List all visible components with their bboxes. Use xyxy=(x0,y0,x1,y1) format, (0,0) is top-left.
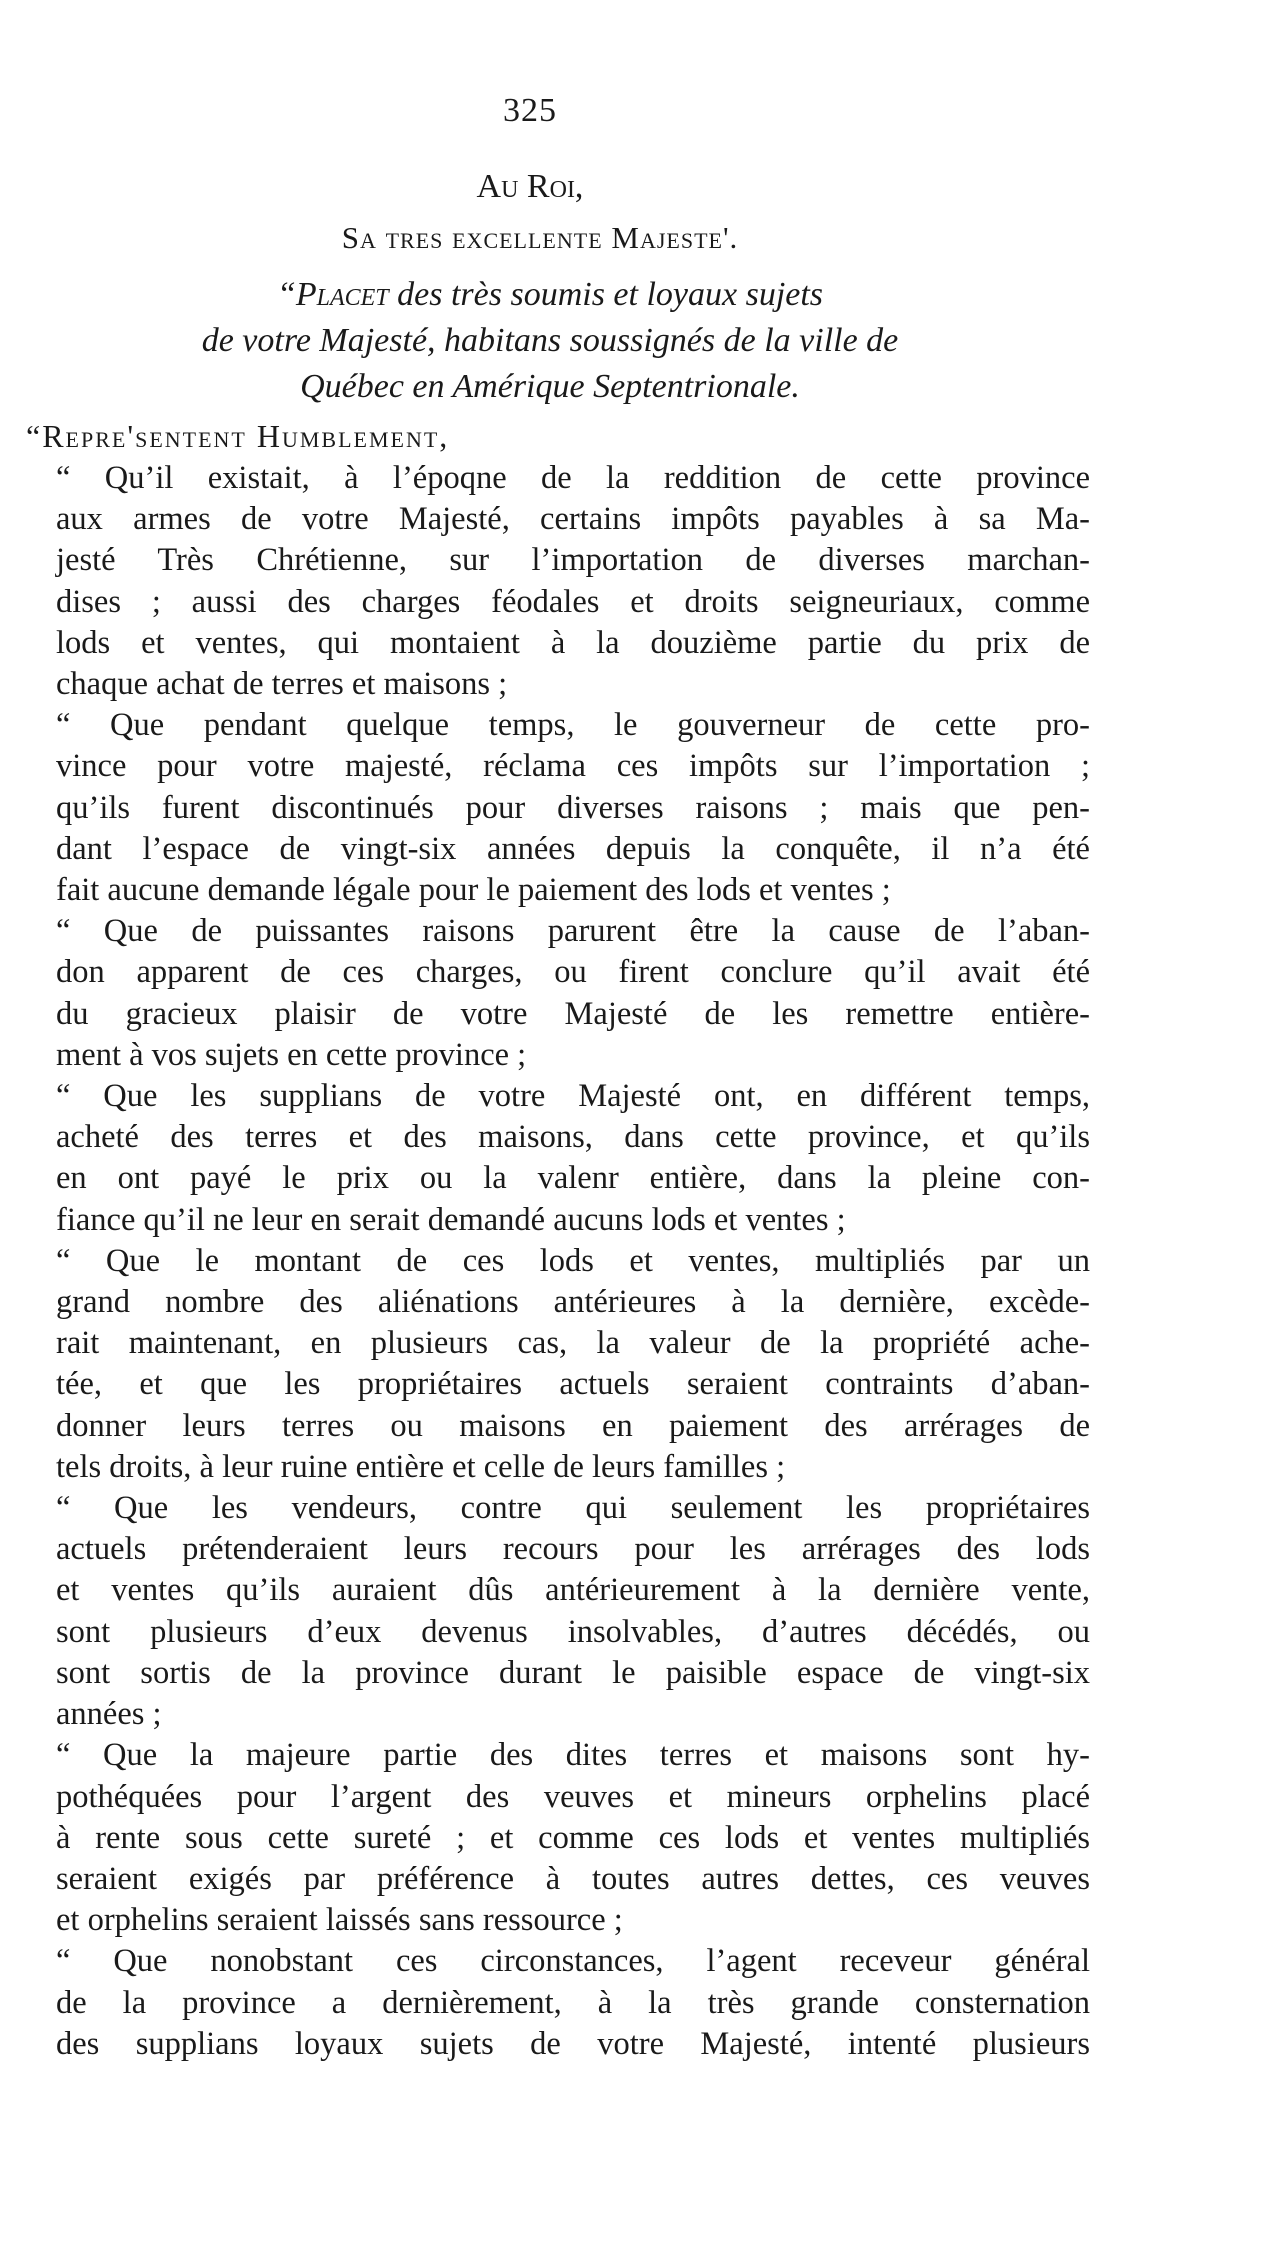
text-line: qu’ils furent discontinués pour diverses raisons ; mais que pen- xyxy=(56,789,1090,826)
text-line: à rente sous cette sureté ; et comme ces lods et ventes multipliés xyxy=(56,1819,1090,1856)
petition-heading-line-3: Québec en Amérique Septentrionale. xyxy=(300,368,800,405)
text-line: des supplians loyaux sujets de votre Majesté, intenté plusieurs xyxy=(56,2025,1090,2062)
text-line: “ Que nonobstant ces circonstances, l’agent receveur général xyxy=(56,1943,1090,1980)
text-line: actuels prétenderaient leurs recours pour les arrérages des lods xyxy=(56,1531,1090,1568)
text-line: donner leurs terres ou maisons en paiement des arrérages de xyxy=(56,1407,1090,1444)
paragraph xyxy=(30,1941,1090,2065)
text-line: “ Qu’il existait, à l’époqne de la reddition de cette province xyxy=(56,460,1090,496)
paragraph xyxy=(30,705,1090,911)
paragraph xyxy=(30,1488,1090,1735)
paragraph xyxy=(30,1735,1090,1941)
page-number: 325 xyxy=(503,92,557,129)
paragraph xyxy=(30,1076,1090,1241)
petition-heading-line-2: de votre Majesté, habitans soussignés de la ville de xyxy=(201,322,899,359)
text-line: sont plusieurs d’eux devenus insolvables, d’autres décédés, ou xyxy=(56,1613,1090,1650)
body-text xyxy=(30,458,1090,2065)
text-line: chaque achat de terres et maisons ; xyxy=(56,666,508,703)
text-line: en ont payé le prix ou la valenr entière, dans la pleine con- xyxy=(56,1160,1090,1197)
text-line: don apparent de ces charges, ou firent conclure qu’il avait été xyxy=(56,954,1090,991)
text-line: du gracieux plaisir de votre Majesté de les remettre entière- xyxy=(56,995,1090,1032)
petition-heading xyxy=(100,272,1000,410)
text-line: “ Que le montant de ces lods et ventes, multipliés par un xyxy=(56,1242,1090,1279)
text-line: dant l’espace de vingt-six années depuis la conquête, il n’a été xyxy=(56,830,1090,867)
text-line: tels droits, à leur ruine entière et celle de leurs familles ; xyxy=(56,1448,786,1485)
text-line: “ Que la majeure partie des dites terres et maisons sont hy- xyxy=(56,1737,1090,1774)
petition-heading-lead: “Placet xyxy=(276,276,389,313)
text-line: jesté Très Chrétienne, sur l’importation de diverses marchan- xyxy=(56,542,1090,579)
text-line: “ Que pendant quelque temps, le gouverneur de cette pro- xyxy=(56,707,1090,744)
text-line: pothéquées pour l’argent des veuves et mineurs orphelins placé xyxy=(56,1778,1090,1815)
page-title: Au Roi, xyxy=(476,168,584,205)
text-line: “ Que les supplians de votre Majesté ont, en différent temps, xyxy=(56,1078,1090,1115)
text-line: sont sortis de la province durant le paisible espace de vingt-six xyxy=(56,1654,1090,1691)
text-line: aux armes de votre Majesté, certains impôts payables à sa Ma- xyxy=(56,501,1090,538)
paragraph xyxy=(30,458,1090,705)
text-line: “ Que les vendeurs, contre qui seulement les propriétaires xyxy=(56,1490,1090,1527)
text-line: “ Que de puissantes raisons parurent être la cause de l’aban- xyxy=(56,913,1090,950)
text-line: fiance qu’il ne leur en serait demandé aucuns lods et ventes ; xyxy=(56,1201,846,1238)
text-line: et orphelins seraient laissés sans ressource ; xyxy=(56,1902,623,1939)
text-line: acheté des terres et des maisons, dans cette province, et qu’ils xyxy=(56,1119,1090,1156)
page-subtitle: Sa tres excellente Majeste'. xyxy=(341,220,739,255)
represent-heading: “Repre'sentent Humblement, xyxy=(26,418,450,454)
paragraph xyxy=(30,911,1090,1076)
text-line: tée, et que les propriétaires actuels seraient contraints d’aban- xyxy=(56,1366,1090,1403)
petition-heading-line-1 xyxy=(100,272,1000,318)
text-line: seraient exigés par préférence à toutes autres dettes, ces veuves xyxy=(56,1860,1090,1897)
text-line: lods et ventes, qui montaient à la douzième partie du prix de xyxy=(56,624,1090,661)
text-line: de la province a dernièrement, à la très grande consternation xyxy=(56,1984,1090,2021)
text-line: et ventes qu’ils auraient dûs antérieurement à la dernière vente, xyxy=(56,1572,1090,1609)
petition-heading-line-1-rest: des très soumis et loyaux sujets xyxy=(388,276,824,313)
text-line: vince pour votre majesté, réclama ces impôts sur l’importation ; xyxy=(56,748,1090,785)
text-line: rait maintenant, en plusieurs cas, la valeur de la propriété ache- xyxy=(56,1325,1090,1362)
text-line: années ; xyxy=(56,1696,162,1733)
paragraph xyxy=(30,1241,1090,1488)
text-line: fait aucune demande légale pour le paiement des lods et ventes ; xyxy=(56,872,891,909)
text-line: ment à vos sujets en cette province ; xyxy=(56,1036,527,1073)
text-line: grand nombre des aliénations antérieures à la dernière, excède- xyxy=(56,1284,1090,1321)
text-line: dises ; aussi des charges féodales et droits seigneuriaux, comme xyxy=(56,583,1090,620)
